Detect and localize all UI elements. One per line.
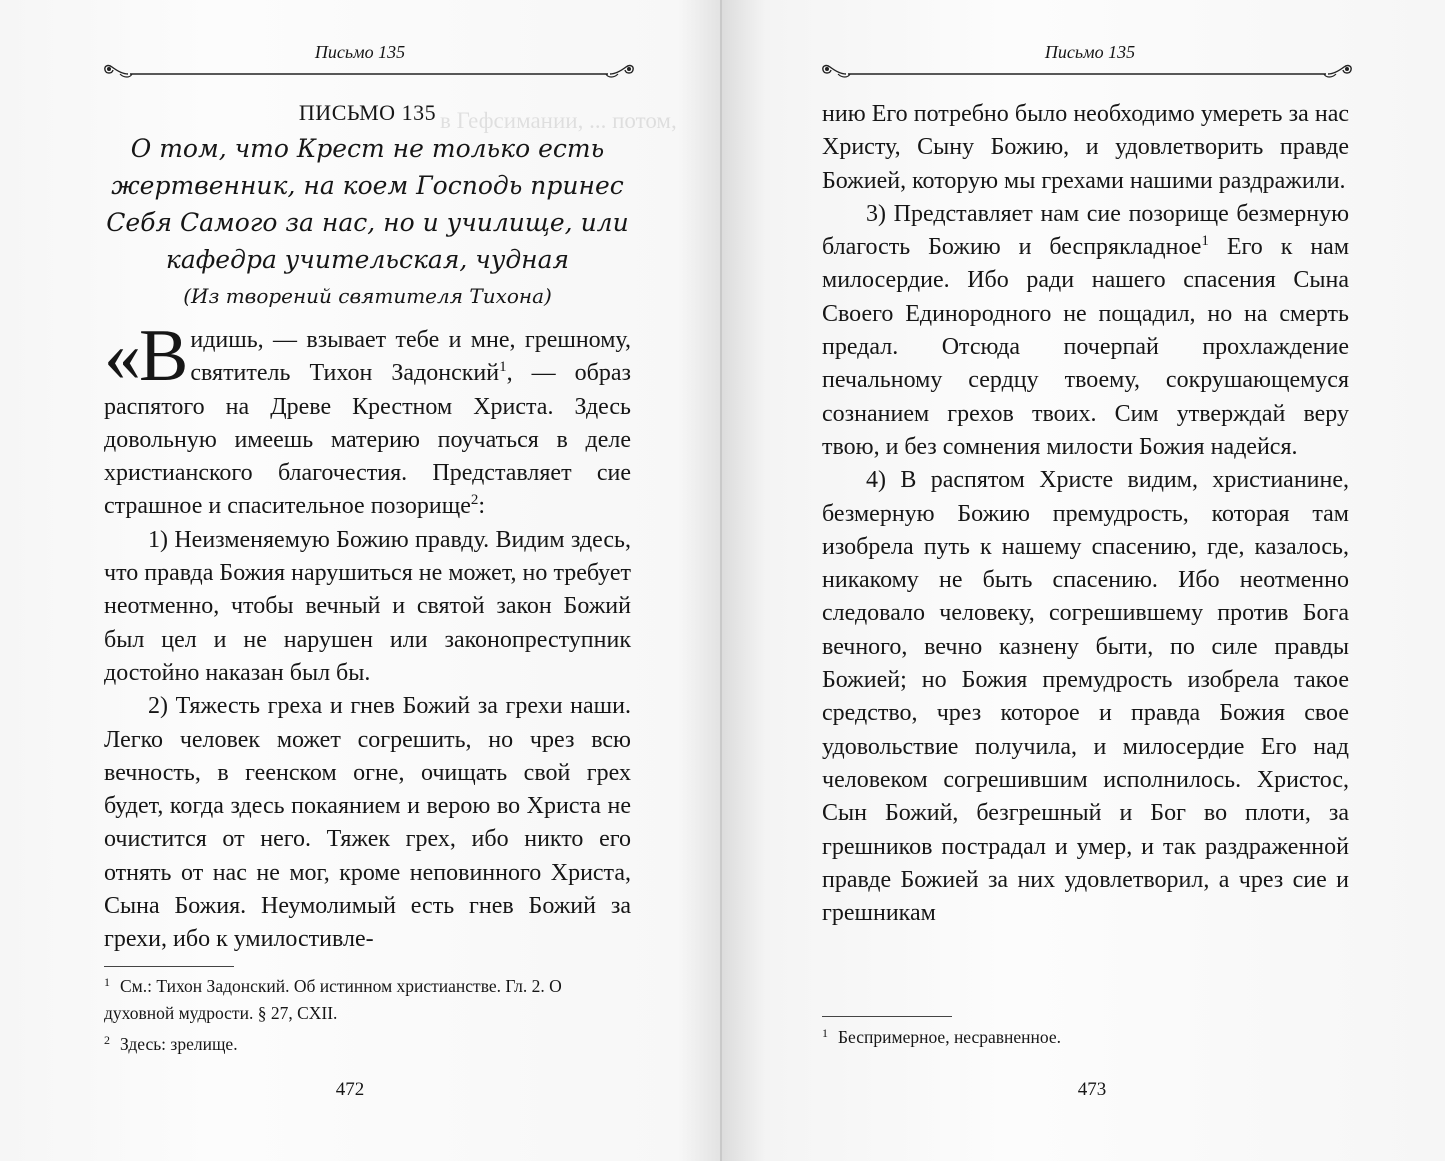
- paragraph-3-text: 3) Представляет нам сие позорище безмерную благость Божию и беспрякладное: [822, 200, 1349, 261]
- footnote-ref: 2: [470, 492, 479, 509]
- letter-title: ПИСЬМО 135: [298, 100, 437, 125]
- paragraph-4: 4) В распятом Христе видим, христианине, безмерную Божию премудрость, которая там изобрела путь к нашему спасению, где, казалось, никакому не быть спасению. Ибо неотменно следовало человеку, согрешившему против Бога вечного, вечно казнену быти, по силе правды Божией; но Божия премудрость изобрела такое средство, чрез которое и правда Божия свое удовольствие получила, и милосердие Его над человеком согрешившим исполнилось. Христос, Сын Божий, безгрешный и Бог во плоти, за грешников пострадал и умер, и так раздраженной правде Божией за них удовлетворил, а чрез сие и грешникам: [822, 467, 1349, 927]
- footnote-separator: [104, 966, 234, 967]
- running-head: Письмо 135: [314, 42, 406, 62]
- page-number: 473: [1077, 1079, 1107, 1100]
- footnote-number: 1: [104, 975, 110, 989]
- lead-text: идишь, — взывает тебе и мне, грешному, святитель Тихон Задонский: [190, 327, 631, 387]
- footnote-number: 2: [104, 1033, 110, 1047]
- footnote-ref: 1: [1201, 233, 1209, 250]
- footnote-1: [822, 1020, 1349, 1051]
- footnote-number: 1: [822, 1026, 828, 1040]
- ornamental-rule: [100, 58, 640, 82]
- footnotes: [822, 1020, 1349, 1051]
- running-head: Письмо 135: [1044, 42, 1136, 62]
- page-number: 472: [335, 1079, 365, 1100]
- paragraph-2: 2) Тяжесть греха и гнев Божий за грехи наши. Легко человек может согрешить, но чрез всю вечность, в геенском огне, очищать свой грех будет, когда здесь покаянием и верою во Христа не очистится от него. Тяжек грех, ибо никто его отнять от нас не мог, кроме неповинного Христа, Сына Божия. Неумолимый есть гнев Божий за грехи, ибо к умилостивле-: [104, 693, 631, 953]
- show-through-text: в Гефсимании, ... потом,: [440, 108, 677, 133]
- footnote-ref: 1: [499, 359, 507, 376]
- right-body: [822, 98, 1349, 930]
- letter-subtitle: О том, что Крест не только есть жертвенник, на коем Господь принес Себя Самого за нас, но и училище, или кафедра учительская, чудная: [106, 134, 629, 274]
- footnote-1: [104, 969, 631, 1027]
- footnotes: [104, 969, 631, 1058]
- lead-tail: :: [478, 493, 486, 520]
- letter-attribution: (Из творений святителя Тихона): [183, 284, 552, 308]
- left-page: [0, 0, 722, 1161]
- paragraph-1: 1) Неизменяемую Божию правду. Видим здесь, что правда Божия нарушиться не может, но требует неотменно, чтобы вечный и святой закон Божий был цел и не нарушен или законопреступник достойно наказан был бы.: [104, 526, 631, 686]
- footnote-separator: [822, 1016, 952, 1017]
- right-page: [722, 0, 1445, 1161]
- footnote-text: Здесь: зрелище.: [120, 1034, 238, 1054]
- ornamental-rule: [818, 58, 1358, 82]
- paragraph-3-text-2: Его к нам милосердие. Ибо ради нашего спасения Сына Своего Единородного не пощадил, но на смерть предал. Отсюда почерпай прохлаждение печальному сердцу твоему, сокрушающемуся сознанием грехов твоих. Сим утверждай веру твою, и без сомнения милости Божия надейся.: [822, 234, 1349, 460]
- left-body: [104, 96, 631, 957]
- continued-paragraph: нию Его потребно было необходимо умереть за нас Христу, Сыну Божию, и удовлетворить правде Божией, которую мы грехами нашими раздражили.: [822, 101, 1349, 194]
- drop-cap: «В: [104, 315, 187, 397]
- footnote-text: См.: Тихон Задонский. Об истинном христианстве. Гл. 2. О духовной мудрости. § 27, CXII.: [104, 976, 562, 1023]
- footnote-text: Беспримерное, несравненное.: [838, 1027, 1062, 1047]
- lead-paragraph: [104, 315, 631, 524]
- paragraph-3: [822, 198, 1349, 464]
- lead-text-2: , — образ распятого на Древе Крестном Христа. Здесь довольную имеешь материю поучаться в деле христианского благочестия. Представляет сие страшное и спасительное позорище: [104, 360, 631, 520]
- footnote-2: [104, 1027, 631, 1058]
